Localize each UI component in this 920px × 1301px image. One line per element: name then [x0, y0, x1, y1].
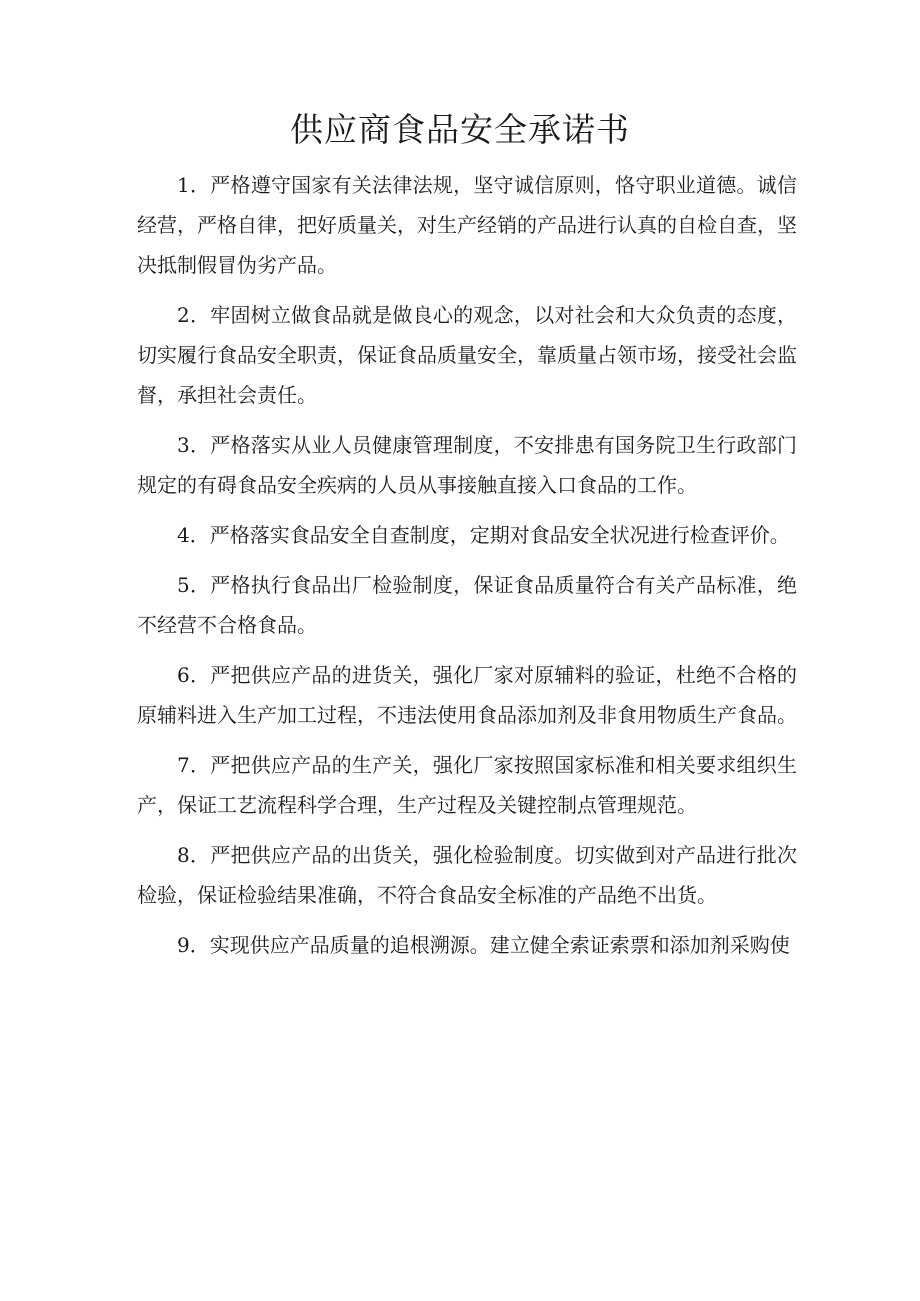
document-title: 供应商食品安全承诺书: [290, 110, 630, 149]
paragraph-7: 7．严把供应产品的生产关，强化厂家按照国家标准和相关要求组织生产，保证工艺流程科学合理，生产过程及关键控制点管理规范。: [137, 753, 797, 817]
paragraph-2: 2．牢固树立做食品就是做良心的观念，以对社会和大众负责的态度，切实履行食品安全职责，保证食品质量安全，靠质量占领市场，接受社会监督，承担社会责任。: [137, 303, 797, 407]
paragraph-8: 8．严把供应产品的出货关，强化检验制度。切实做到对产品进行批次检验，保证检验结果准确，不符合食品安全标准的产品绝不出货。: [137, 843, 797, 907]
document-body: [137, 165, 797, 975]
paragraph-3: 3．严格落实从业人员健康管理制度，不安排患有国务院卫生行政部门规定的有碍食品安全疾病的人员从事接触直接入口食品的工作。: [137, 433, 797, 497]
paragraph-9: 9．实现供应产品质量的追根溯源。建立健全索证索票和添加剂采购使: [177, 933, 790, 957]
paragraph-6: 6．严把供应产品的进货关，强化厂家对原辅料的验证，杜绝不合格的原辅料进入生产加工过程，不违法使用食品添加剂及非食用物质生产食品。: [137, 663, 797, 727]
paragraph-5: 5．严格执行食品出厂检验制度，保证食品质量符合有关产品标准，绝不经营不合格食品。: [137, 573, 797, 637]
paragraph-4: 4．严格落实食品安全自查制度，定期对食品安全状况进行检查评价。: [177, 523, 790, 547]
paragraph-1: 1．严格遵守国家有关法律法规，坚守诚信原则，恪守职业道德。诚信经营，严格自律，把好质量关，对生产经销的产品进行认真的自检自查，坚决抵制假冒伪劣产品。: [137, 173, 797, 277]
